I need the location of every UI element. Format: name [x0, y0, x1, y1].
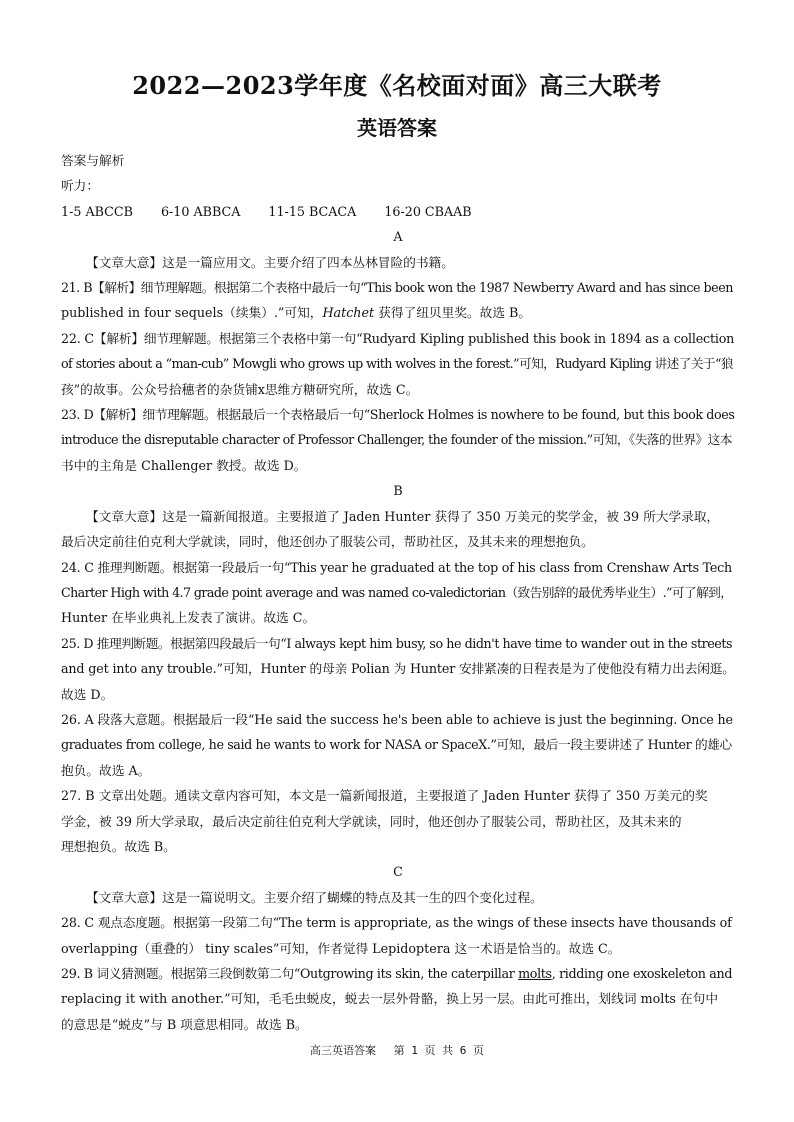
q26-line: graduates from college, he said he wants to work for NASA or SpaceX.”可知，最后一段主要讲述了 Hunter 的雄心 [61, 737, 732, 753]
q27-line: 学金，被 39 所大学录取，最后决定前往伯克利大学就读，同时，他还创办了服装公司，帮助社区，及其未来的 [61, 813, 682, 829]
q29-text: , ridding one exoskeleton and [551, 966, 733, 981]
q24-line: Charter High with 4.7 grade point average and was named co-valedictorian（致告别辞的最优秀毕业生）.”可了解到， [61, 584, 733, 600]
q22-line: of stories about a “man-cub” Mowgli who grows up with wolves in the forest.”可知，Rudyard Kipling 讲述了关于“狼 [61, 356, 733, 372]
q29-line: replacing it with another.”可知，毛毛虫蜕皮，蜕去一层外骨骼，换上另一层。由此可推出，划线词 molts 在句中 [61, 991, 719, 1007]
q21-line: 21. B【解析】细节理解题。根据第二个表格中最后一句“This book won the 1987 Newberry Award and has since been [61, 280, 733, 296]
section-b-summary: 最后决定前往伯克利大学就读，同时，他还创办了服装公司，帮助社区，及其未来的理想抱负。 [61, 534, 594, 550]
answer-group: 16-20 CBAAB [384, 203, 472, 219]
document-title: 2022—2023学年度《名校面对面》高三大联考 [132, 71, 662, 100]
q29-line: 的意思是“蜕皮”与 B 项意思相同。故选 B。 [61, 1016, 308, 1032]
answer-group: 1-5 ABCCB [61, 203, 133, 219]
q23-line: 23. D【解析】细节理解题。根据最后一个表格最后一句“Sherlock Holmes is nowhere to be found, but this book does [61, 407, 735, 423]
q28-line: overlapping（重叠的） tiny scales”可知，作者觉得 Lepidoptera 这一术语是恰当的。故选 C。 [61, 940, 621, 956]
q21-text: 获得了纽贝里奖。故选 B。 [374, 305, 532, 321]
answer-group: 11-15 BCACA [268, 203, 357, 219]
q28-line: 28. C 观点态度题。根据第一段第二句“The term is appropriate, as the wings of these insects have thousands of [61, 915, 732, 931]
underlined-word: molts [518, 966, 552, 981]
section-a-label: A [393, 229, 403, 245]
page-footer: 高三英语答案 第 1 页 共 6 页 [310, 1044, 484, 1057]
q22-line: 孩”的故事。公众号拾穗者的杂货铺x思维方糖研究所，故选 C。 [61, 381, 419, 397]
hatchet-title: Hatchet [322, 305, 375, 321]
section-c-summary: 【文章大意】这是一篇说明文。主要介绍了蝴蝶的特点及其一生的四个变化过程。 [86, 889, 543, 905]
section-b-summary: 【文章大意】这是一篇新闻报道。主要报道了 Jaden Hunter 获得了 350 万美元的奖学金，被 39 所大学录取， [86, 508, 720, 524]
q23-line: introduce the disreputable character of Professor Challenger, the founder of the mission.”可知，《失落的世界》这本 [61, 432, 732, 448]
q21-line [61, 300, 735, 325]
listening-label: 听力： [61, 178, 100, 194]
section-c-label: C [393, 864, 403, 880]
q25-line: 25. D 推理判断题。根据第四段最后一句“I always kept him busy, so he didn't have time to wander out in the streets [61, 635, 733, 651]
q24-line: 24. C 推理判断题。根据第一段最后一句“This year he graduated at the top of his class from Crenshaw Arts Tech [61, 559, 732, 575]
q26-line: 抱负。故选 A。 [61, 762, 151, 778]
q26-line: 26. A 段落大意题。根据最后一段“He said the success he's been able to achieve is just the beginning. Once he [61, 711, 733, 727]
document-body [61, 148, 735, 1037]
document-subtitle: 英语答案 [357, 116, 437, 140]
q29-line [61, 961, 735, 986]
answer-group: 6-10 ABBCA [160, 203, 241, 219]
q25-line: and get into any trouble.”可知，Hunter 的母亲 Polian 为 Hunter 安排紧凑的日程表是为了使他没有精力出去闲逛。 [61, 661, 735, 677]
q24-line: Hunter 在毕业典礼上发表了演讲。故选 C。 [61, 610, 316, 626]
q27-line: 理想抱负。故选 B。 [61, 838, 176, 854]
q25-line: 故选 D。 [61, 686, 114, 702]
intro-heading: 答案与解析 [61, 153, 125, 168]
q22-line: 22. C【解析】细节理解题。根据第三个表格中第一句“Rudyard Kipling published this book in 1894 as a collection [61, 330, 735, 346]
q23-line: 书中的主角是 Challenger 教授。故选 D。 [61, 457, 307, 473]
q29-text: 29. B 词义猜测题。根据第三段倒数第二句“Outgrowing its skin, the caterpillar [61, 966, 519, 981]
section-a-summary: 【文章大意】这是一篇应用文。主要介绍了四本丛林冒险的书籍。 [86, 254, 454, 270]
section-b-label: B [393, 483, 403, 499]
q27-line: 27. B 文章出处题。通读文章内容可知，本文是一篇新闻报道，主要报道了 Jaden Hunter 获得了 350 万美元的奖 [61, 788, 708, 804]
q21-text: published in four sequels（续集）.”可知， [61, 305, 323, 321]
listening-answers [61, 199, 735, 224]
